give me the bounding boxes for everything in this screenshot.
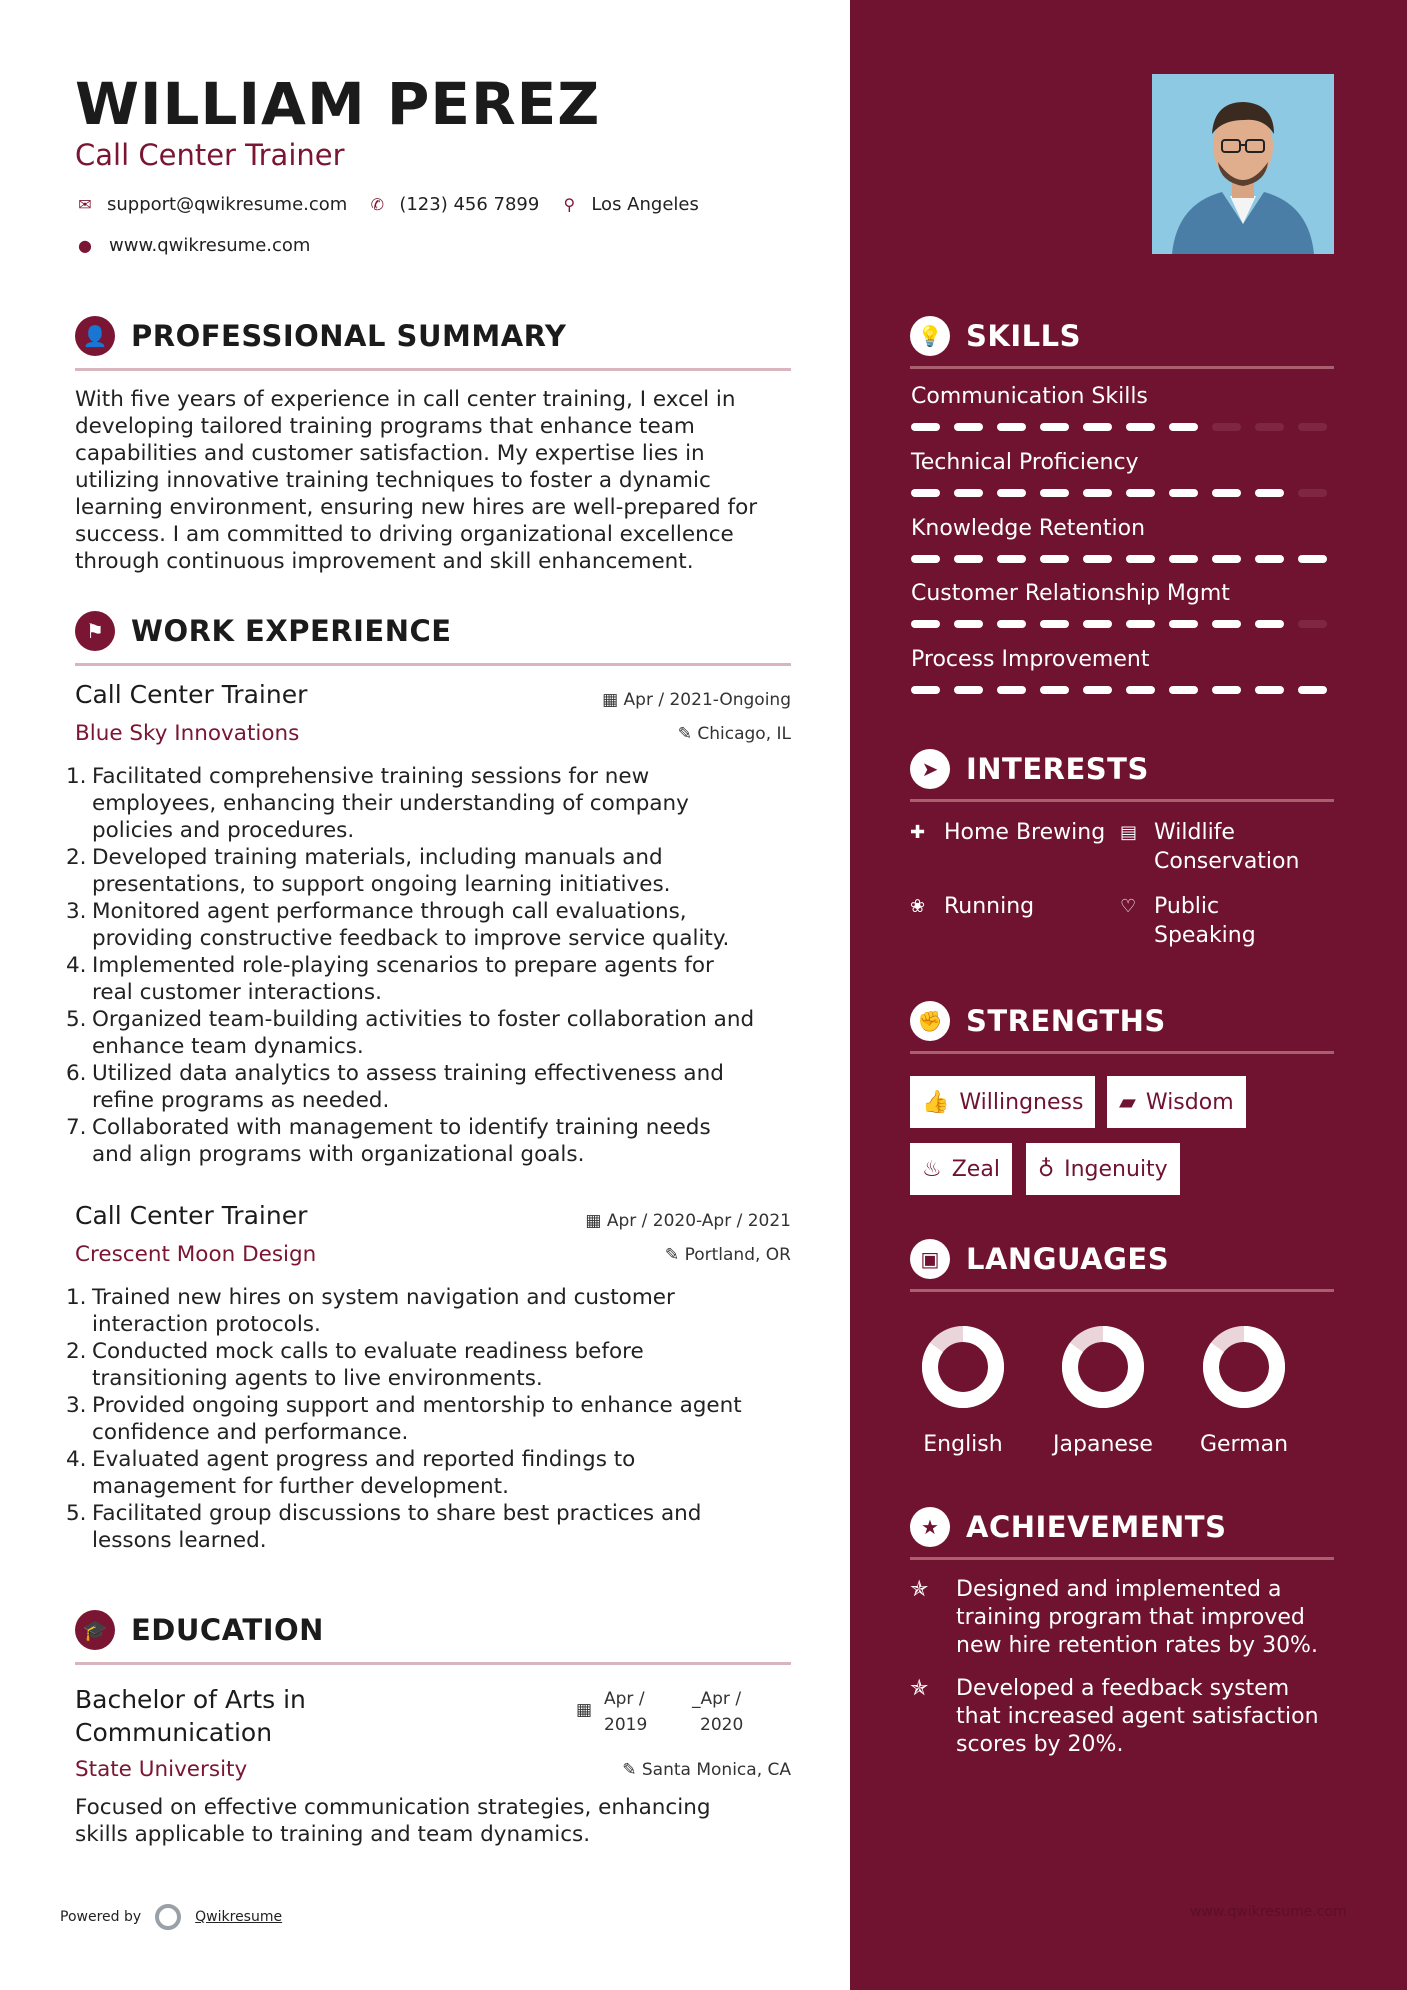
duty-line: employees, enhancing their understanding of company <box>92 791 689 816</box>
summary-line: through continuous improvement and skill enhancement. <box>75 549 694 574</box>
language-name: Japanese <box>1053 1432 1153 1457</box>
lightbulb-icon: 💡 <box>910 316 950 356</box>
skill-level-bar <box>911 620 1327 628</box>
desc-line: Focused on effective communication strategies, enhancing <box>75 1795 711 1820</box>
duty-line: management for further development. <box>92 1474 509 1499</box>
star-badge-icon: ★ <box>910 1507 950 1547</box>
skill-level-dash <box>1169 686 1198 694</box>
languages-title: LANGUAGES <box>966 1242 1170 1276</box>
duty-line: real customer interactions. <box>92 980 382 1005</box>
skill-level-bar <box>911 686 1327 694</box>
duty-line: Conducted mock calls to evaluate readiness before <box>92 1339 644 1364</box>
skill-level-dash <box>1126 555 1155 563</box>
globe-icon: ● <box>78 236 92 255</box>
skill-level-dash <box>1083 423 1112 431</box>
duty-number: 7. <box>66 1115 87 1140</box>
job-duties <box>66 763 796 1168</box>
duty-text <box>92 844 671 898</box>
duty-text <box>92 1114 711 1168</box>
job-title: Call Center Trainer <box>75 1201 308 1230</box>
interest-label: Speaking <box>1154 923 1256 948</box>
skill-level-dash <box>1212 423 1241 431</box>
strength-badge <box>1026 1143 1180 1195</box>
duty-number: 1. <box>66 1285 87 1310</box>
duty-line: and align programs with organizational goals. <box>92 1142 585 1167</box>
envelope-icon: ✉ <box>78 195 92 214</box>
skill-level-dash <box>1212 489 1241 497</box>
interest-label: Wildlife <box>1154 820 1235 845</box>
education-heading <box>75 1610 791 1665</box>
duty-line: Evaluated agent progress and reported findings to <box>92 1447 636 1472</box>
strengths-heading <box>910 1001 1334 1054</box>
duty-item <box>66 1114 796 1168</box>
duty-number: 6. <box>66 1061 87 1086</box>
duty-text <box>92 1392 742 1446</box>
summary-line: capabilities and customer satisfaction. My expertise lies in <box>75 441 705 466</box>
duty-line: Facilitated group discussions to share best practices and <box>92 1501 702 1526</box>
thumbs-up-icon: 👍 <box>922 1089 950 1115</box>
duty-line: Provided ongoing support and mentorship to enhance agent <box>92 1393 742 1418</box>
skill-level-dash <box>911 423 940 431</box>
achievement-item <box>910 1675 1340 1759</box>
interests-heading <box>910 749 1334 802</box>
skill-label: Customer Relationship Mgmt <box>911 581 1230 606</box>
skill-level-dash <box>1040 555 1069 563</box>
duty-line: lessons learned. <box>92 1528 267 1553</box>
achievement-line: scores by 20%. <box>956 1732 1124 1757</box>
puzzle-icon: ✚ <box>910 822 926 843</box>
powered-by-text: Powered by <box>60 1909 142 1925</box>
language-name: English <box>923 1432 1003 1457</box>
skill-level-dash <box>1298 423 1327 431</box>
skill-level-bar <box>911 489 1327 497</box>
duty-number: 5. <box>66 1007 87 1032</box>
duty-line: Facilitated comprehensive training sessions for new <box>92 764 650 789</box>
book-icon: ▰ <box>1119 1089 1136 1115</box>
duty-text <box>92 952 714 1006</box>
star-icon: ✯ <box>910 1676 929 1701</box>
duty-line: Developed training materials, including manuals and <box>92 845 663 870</box>
duty-line: presentations, to support ongoing learning initiatives. <box>92 872 671 897</box>
duty-item <box>66 1446 796 1500</box>
duty-item <box>66 952 796 1006</box>
skill-level-dash <box>1083 489 1112 497</box>
summary-line: developing tailored training programs that enhance team <box>75 414 695 439</box>
duty-text <box>92 1006 754 1060</box>
fire-icon: ♨ <box>922 1156 942 1182</box>
strength-label: Zeal <box>951 1156 1000 1182</box>
skill-label: Communication Skills <box>911 384 1148 409</box>
location-contact <box>559 194 699 215</box>
website-text: www.qwikresume.com <box>109 235 311 256</box>
duty-item <box>66 1338 796 1392</box>
duty-line: Monitored agent performance through call evaluations, <box>92 899 687 924</box>
duty-number: 5. <box>66 1501 87 1526</box>
skill-level-dash <box>954 555 983 563</box>
chair-icon: ⚑ <box>75 611 115 651</box>
duty-line: refine programs as needed. <box>92 1088 390 1113</box>
skill-level-dash <box>1169 555 1198 563</box>
duty-item <box>66 1392 796 1446</box>
job-dates <box>602 690 791 710</box>
duty-text <box>92 1500 701 1554</box>
language-item <box>1184 1322 1304 1457</box>
date-part: 2020 <box>700 1715 744 1735</box>
skill-level-dash <box>1040 620 1069 628</box>
duty-number: 4. <box>66 953 87 978</box>
duty-item <box>66 1006 796 1060</box>
phone-text: (123) 456 7899 <box>399 194 540 215</box>
paw-icon: ❀ <box>910 896 926 917</box>
interests-title: INTERESTS <box>966 752 1149 786</box>
skill-level-dash <box>997 489 1026 497</box>
school: State University <box>75 1757 248 1782</box>
email-text: support@qwikresume.com <box>107 194 348 215</box>
language-item <box>903 1322 1023 1457</box>
skill-level-dash <box>997 423 1026 431</box>
fist-icon: ✊ <box>910 1001 950 1041</box>
languages-heading <box>910 1239 1334 1292</box>
qwikresume-logo-icon <box>155 1904 181 1930</box>
duty-number: 4. <box>66 1447 87 1472</box>
strength-label: Ingenuity <box>1064 1156 1168 1182</box>
pin-icon: ✎ <box>664 1245 685 1265</box>
skill-level-dash <box>1255 489 1284 497</box>
skills-title: SKILLS <box>966 319 1081 353</box>
strength-label: Willingness <box>959 1089 1084 1115</box>
pin-icon: ✎ <box>622 1760 642 1780</box>
phone-contact <box>367 194 539 215</box>
duty-item <box>66 898 796 952</box>
edu-end-date <box>692 1686 743 1738</box>
summary-heading <box>75 316 791 371</box>
interest-label: Home Brewing <box>944 820 1106 845</box>
summary-line: utilizing innovative training techniques to foster a dynamic <box>75 468 711 493</box>
skill-level-dash <box>1169 489 1198 497</box>
skill-level-bar <box>911 555 1327 563</box>
achievement-item <box>910 1576 1340 1660</box>
job-dates <box>585 1211 791 1231</box>
job-company: Crescent Moon Design <box>75 1242 317 1267</box>
interest-label: Conservation <box>1154 849 1300 874</box>
duty-item <box>66 1284 796 1338</box>
date-part: _Apr / <box>692 1689 742 1709</box>
user-icon: 👤 <box>75 316 115 356</box>
interest-item <box>1120 892 1256 950</box>
skill-level-dash <box>911 489 940 497</box>
summary-line: learning environment, ensuring new hires are well-prepared for <box>75 495 758 520</box>
duty-line: Collaborated with management to identify training needs <box>92 1115 711 1140</box>
duty-line: Organized team-building activities to foster collaboration and <box>92 1007 755 1032</box>
achievement-line: that increased agent satisfaction <box>956 1704 1319 1729</box>
skill-level-bar <box>911 423 1327 431</box>
achievement-line: new hire retention rates by 30%. <box>956 1633 1318 1658</box>
skills-heading <box>910 316 1334 369</box>
pin-icon: ✎ <box>677 724 698 744</box>
skill-level-dash <box>1255 423 1284 431</box>
duty-number: 1. <box>66 764 87 789</box>
skill-level-dash <box>1255 620 1284 628</box>
language-name: German <box>1199 1432 1289 1457</box>
strengths-title: STRENGTHS <box>966 1004 1166 1038</box>
language-icon: ▣ <box>910 1239 950 1279</box>
duty-number: 3. <box>66 1393 87 1418</box>
summary-text <box>75 386 791 575</box>
skill-level-dash <box>1083 555 1112 563</box>
phone-icon: ✆ <box>370 195 385 214</box>
skill-level-dash <box>1212 620 1241 628</box>
candidate-role: Call Center Trainer <box>75 138 345 172</box>
date-part: Apr / <box>604 1689 645 1709</box>
strength-label: Wisdom <box>1145 1089 1234 1115</box>
skill-level-dash <box>1040 686 1069 694</box>
experience-heading <box>75 611 791 666</box>
duty-number: 2. <box>66 845 87 870</box>
education-desc <box>75 1794 791 1848</box>
language-ring <box>1058 1322 1148 1412</box>
skill-level-dash <box>954 620 983 628</box>
duty-item <box>66 1500 796 1554</box>
skill-level-dash <box>1169 620 1198 628</box>
heartbeat-icon: ♡ <box>1120 896 1137 917</box>
duty-text <box>92 1338 644 1392</box>
interest-label: Running <box>944 894 1035 919</box>
job-dates-text: Apr / 2020-Apr / 2021 <box>606 1211 791 1231</box>
book-icon: ▤ <box>1120 822 1138 843</box>
paper-plane-icon: ➤ <box>910 749 950 789</box>
language-ring <box>918 1322 1008 1412</box>
skill-level-dash <box>1212 686 1241 694</box>
duty-line: enhance team dynamics. <box>92 1034 364 1059</box>
skill-level-dash <box>1298 555 1327 563</box>
job-dates-text: Apr / 2021-Ongoing <box>623 690 791 710</box>
skill-level-dash <box>1255 686 1284 694</box>
skill-level-dash <box>997 620 1026 628</box>
summary-line: With five years of experience in call center training, I excel in <box>75 387 736 412</box>
skill-level-dash <box>1255 555 1284 563</box>
skill-level-dash <box>954 686 983 694</box>
skill-level-dash <box>1040 423 1069 431</box>
star-icon: ✯ <box>910 1577 929 1602</box>
graduation-cap-icon: 🎓 <box>75 1610 115 1650</box>
skill-level-dash <box>911 555 940 563</box>
skill-level-dash <box>997 686 1026 694</box>
candidate-name: WILLIAM PEREZ <box>75 70 601 138</box>
language-ring <box>1199 1322 1289 1412</box>
skill-level-dash <box>1126 489 1155 497</box>
interest-item <box>910 818 1105 847</box>
edu-location <box>622 1760 791 1780</box>
job-duties <box>66 1284 796 1554</box>
summary-title: PROFESSIONAL SUMMARY <box>131 319 567 353</box>
duty-item <box>66 844 796 898</box>
calendar-icon: ▦ <box>585 1211 607 1231</box>
duty-text <box>92 1446 635 1500</box>
interest-item <box>910 892 1034 921</box>
strength-badge <box>910 1143 1012 1195</box>
date-part: 2019 <box>604 1715 648 1735</box>
language-item <box>1043 1322 1163 1457</box>
skill-label: Knowledge Retention <box>911 516 1146 541</box>
skill-level-dash <box>954 423 983 431</box>
job-location <box>678 724 791 744</box>
achievement-line: training program that improved <box>956 1605 1305 1630</box>
contact-row <box>75 194 699 215</box>
duty-text <box>92 1060 724 1114</box>
duty-text <box>92 763 689 844</box>
skill-level-dash <box>997 555 1026 563</box>
duty-line: Implemented role-playing scenarios to prepare agents for <box>92 953 714 978</box>
location-text: Los Angeles <box>591 194 699 215</box>
brand-link[interactable]: Qwikresume <box>195 1909 283 1925</box>
interest-item <box>1120 818 1299 876</box>
calendar-icon: ▦ <box>576 1700 593 1720</box>
achievement-line: Designed and implemented a <box>956 1577 1282 1602</box>
job-company: Blue Sky Innovations <box>75 721 300 746</box>
achievements-heading <box>910 1507 1334 1560</box>
edu-location-text: Santa Monica, CA <box>641 1760 791 1780</box>
strength-badge <box>910 1076 1095 1128</box>
skill-level-dash <box>911 686 940 694</box>
skill-level-dash <box>911 620 940 628</box>
skill-level-dash <box>1126 620 1155 628</box>
interest-label: Public <box>1154 894 1220 919</box>
duty-line: confidence and performance. <box>92 1420 409 1445</box>
degree-line: Communication <box>75 1718 273 1747</box>
job-location <box>665 1245 791 1265</box>
lightbulb-icon: ♁ <box>1038 1156 1055 1182</box>
job-title: Call Center Trainer <box>75 680 308 709</box>
skill-level-dash <box>1169 423 1198 431</box>
website-contact[interactable] <box>75 235 310 256</box>
map-pin-icon: ⚲ <box>563 195 576 214</box>
duty-line: Trained new hires on system navigation and customer <box>92 1285 675 1310</box>
summary-line: success. I am committed to driving organizational excellence <box>75 522 734 547</box>
skill-level-dash <box>1040 489 1069 497</box>
duty-item <box>66 1060 796 1114</box>
strength-badge <box>1107 1076 1246 1128</box>
duty-line: providing constructive feedback to improve service quality. <box>92 926 730 951</box>
skill-level-dash <box>1126 423 1155 431</box>
footer <box>60 1904 282 1930</box>
duty-number: 3. <box>66 899 87 924</box>
achievement-line: Developed a feedback system <box>956 1676 1290 1701</box>
footer-site[interactable]: www.qwikresume.com <box>1190 1904 1347 1920</box>
duty-text <box>92 898 729 952</box>
duty-number: 2. <box>66 1339 87 1364</box>
skill-level-dash <box>954 489 983 497</box>
email-contact[interactable] <box>75 194 347 215</box>
duty-line: Utilized data analytics to assess training effectiveness and <box>92 1061 724 1086</box>
duty-line: interaction protocols. <box>92 1312 321 1337</box>
education-title: EDUCATION <box>131 1613 324 1647</box>
skill-level-dash <box>1212 555 1241 563</box>
skill-level-dash <box>1126 686 1155 694</box>
duty-line: policies and procedures. <box>92 818 355 843</box>
skill-level-dash <box>1298 686 1327 694</box>
skill-label: Technical Proficiency <box>911 450 1139 475</box>
degree-line: Bachelor of Arts in <box>75 1685 306 1714</box>
duty-text <box>92 1284 675 1338</box>
experience-title: WORK EXPERIENCE <box>131 614 452 648</box>
desc-line: skills applicable to training and team dynamics. <box>75 1822 591 1847</box>
edu-start-date <box>604 1686 647 1738</box>
skill-level-dash <box>1083 620 1112 628</box>
achievements-title: ACHIEVEMENTS <box>966 1510 1227 1544</box>
degree <box>75 1683 306 1749</box>
skill-level-dash <box>1298 620 1327 628</box>
profile-photo <box>1152 74 1334 254</box>
job-location-text: Portland, OR <box>684 1245 791 1265</box>
skill-label: Process Improvement <box>911 647 1150 672</box>
skill-level-dash <box>1298 489 1327 497</box>
skill-level-dash <box>1083 686 1112 694</box>
job-location-text: Chicago, IL <box>697 724 791 744</box>
calendar-icon: ▦ <box>602 690 624 710</box>
duty-line: transitioning agents to live environments. <box>92 1366 543 1391</box>
duty-item <box>66 763 796 844</box>
